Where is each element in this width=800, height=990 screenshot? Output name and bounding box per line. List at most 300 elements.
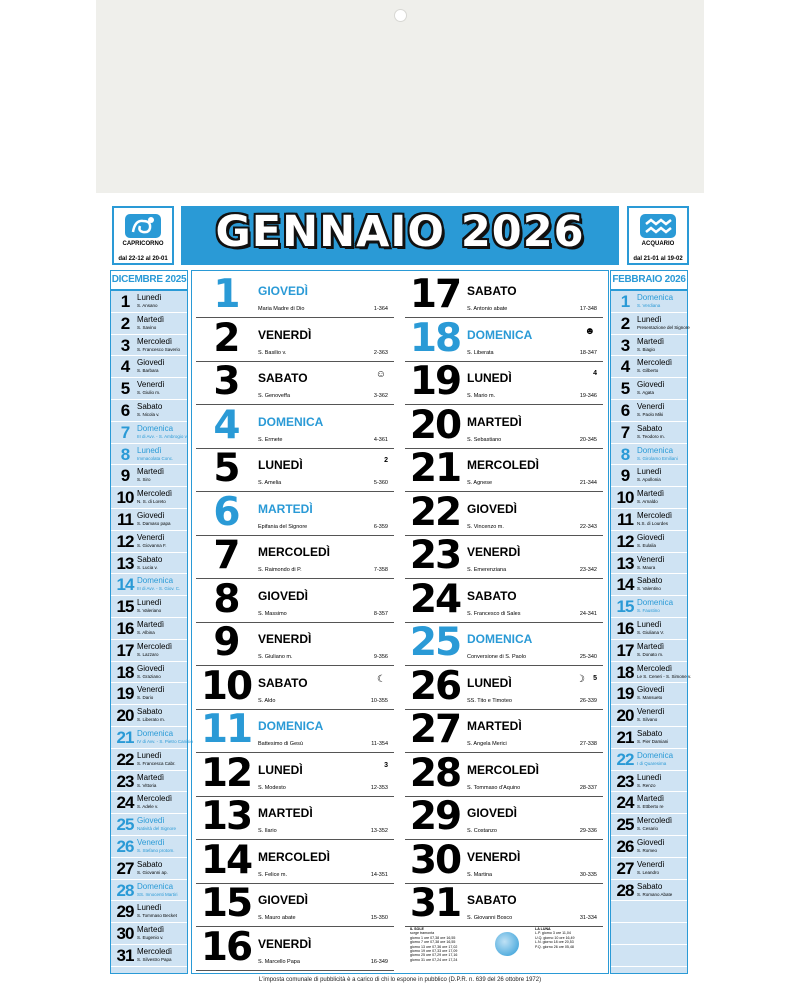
next-month-day-weekday: Sabato xyxy=(637,576,663,586)
next-month-day xyxy=(611,444,687,466)
zodiac-right-name: ACQUARIO xyxy=(641,241,675,247)
week-number: 4 xyxy=(593,370,597,377)
prev-month-day xyxy=(111,400,187,422)
day-saint: S. Giuliano m. xyxy=(258,654,293,660)
prev-month-day xyxy=(111,814,187,836)
day-saint: S. Amelia xyxy=(258,480,282,486)
prev-month-day-number: 24 xyxy=(116,793,134,813)
prev-month-day-number: 15 xyxy=(116,597,134,617)
prev-month-day-number: 17 xyxy=(116,640,134,660)
prev-month-day-saint: S. Francesca Cabr. xyxy=(137,760,176,766)
prev-month-day-weekday: Giovedì xyxy=(137,663,165,673)
week-number: 3 xyxy=(384,761,388,769)
day-row xyxy=(405,489,603,536)
prev-month-day-weekday: Domenica xyxy=(137,728,174,738)
day-weekday: GIOVEDÌ xyxy=(467,806,518,820)
prev-month-day xyxy=(111,945,187,967)
prev-month-day-number: 4 xyxy=(120,357,130,377)
day-code: 14-351 xyxy=(370,871,388,878)
next-month-day-number: 18 xyxy=(616,662,634,682)
day-row xyxy=(196,924,394,971)
sun-title: IL SOLE xyxy=(410,927,424,931)
prev-month-day-weekday: Martedì xyxy=(137,314,165,324)
day-row xyxy=(196,402,394,449)
next-month-day-number: 23 xyxy=(616,771,634,791)
day-weekday: GIOVEDÌ xyxy=(258,893,309,907)
day-number: 9 xyxy=(213,620,239,665)
day-code: 21-344 xyxy=(579,480,597,486)
day-number: 23 xyxy=(409,533,461,578)
prev-month-day xyxy=(111,749,187,771)
day-row xyxy=(196,533,394,579)
day-saint: S. Massimo xyxy=(258,610,287,617)
sun-row: giorno 31 ore 07,24 ore 17,24 xyxy=(410,957,458,962)
next-month-day-saint: S. Romeo xyxy=(637,847,658,853)
day-saint: Maria Madre di Dio xyxy=(258,306,305,312)
day-saint: S. Ermete xyxy=(258,436,283,443)
hanging-hole xyxy=(394,9,407,22)
day-code: 2-363 xyxy=(373,349,388,356)
day-weekday: MARTEDÌ xyxy=(467,414,522,429)
next-month-day xyxy=(611,553,687,575)
prev-month-day-weekday: Martedì xyxy=(137,467,165,477)
day-number: 24 xyxy=(409,576,461,622)
sun-row: giorno 7 ore 07,38 ore 16,55 xyxy=(410,940,456,945)
day-saint: S. Martina xyxy=(467,871,493,878)
prev-month-day-saint: S. Damaso papa xyxy=(137,520,171,526)
prev-month-day-saint: S. Barbara xyxy=(137,368,159,374)
prev-month-day-weekday: Sabato xyxy=(137,401,163,411)
day-row xyxy=(405,446,603,492)
day-saint: S. Basilio v. xyxy=(258,349,287,356)
day-weekday: MERCOLEDÌ xyxy=(258,545,330,559)
next-month-day-number: 12 xyxy=(616,531,634,551)
next-month-day-weekday: Martedì xyxy=(637,336,665,346)
prev-month-day-weekday: Mercoledì xyxy=(137,641,173,651)
day-number: 5 xyxy=(213,446,239,491)
prev-month-day xyxy=(111,727,193,749)
next-month-day-saint: N.S. di Lourdes xyxy=(637,520,669,526)
day-code: 31-334 xyxy=(579,915,597,921)
prev-month-day-weekday: Domenica xyxy=(137,576,174,586)
next-month-day-weekday: Lunedì xyxy=(637,467,662,477)
day-row xyxy=(405,576,603,623)
next-month-day-saint: S. Giuliana V. xyxy=(637,629,665,635)
day-code: 28-337 xyxy=(579,784,597,791)
day-number: 13 xyxy=(200,794,252,839)
day-row xyxy=(196,750,394,797)
day-row xyxy=(196,315,394,362)
moon-phase-icon: ☻ xyxy=(584,325,595,337)
next-month-day-weekday: Giovedì xyxy=(637,685,665,695)
prev-month-day-saint: S. Silvestro Papa xyxy=(137,956,172,962)
zodiac-left-name: CAPRICORNO xyxy=(122,241,164,247)
day-weekday: GIOVEDÌ xyxy=(467,501,518,516)
day-weekday: MARTEDÌ xyxy=(258,501,313,516)
day-code: 11-354 xyxy=(371,741,388,747)
next-month-day xyxy=(611,705,687,727)
next-month-day-weekday: Sabato xyxy=(637,881,663,891)
day-number: 10 xyxy=(200,663,252,709)
day-weekday: VENERDÌ xyxy=(258,327,312,342)
day-weekday: MERCOLEDÌ xyxy=(258,849,330,864)
prev-month-day-weekday: Giovedì xyxy=(137,816,165,826)
day-row xyxy=(405,794,603,840)
day-code: 26-339 xyxy=(579,697,597,704)
prev-month-day-weekday: Lunedì xyxy=(137,750,162,760)
prev-month-day-number: 25 xyxy=(116,815,134,835)
day-row xyxy=(405,402,603,449)
next-month-day-saint: S. Agata xyxy=(637,390,655,396)
next-month-day-number: 4 xyxy=(620,357,630,377)
prev-month-day-saint: SS. Innocenti Martiri xyxy=(137,891,178,897)
prev-month-day-saint: S. Stefano protom. xyxy=(137,847,175,853)
prev-month-day-number: 8 xyxy=(120,444,130,464)
day-saint: S. Francesco di Sales xyxy=(467,610,521,617)
day-row xyxy=(405,707,603,753)
next-month-day xyxy=(611,291,687,313)
next-month-day-weekday: Venerdì xyxy=(637,554,665,564)
sun-table xyxy=(410,927,457,962)
next-month-day-weekday: Martedì xyxy=(637,489,665,499)
moon-title: LA LUNA xyxy=(535,927,551,931)
next-month-day-number: 5 xyxy=(620,379,630,399)
day-saint: S. Mario m. xyxy=(467,393,496,399)
prev-month-day-weekday: Venerdì xyxy=(137,380,165,390)
prev-month-day-number: 12 xyxy=(116,531,134,551)
day-row xyxy=(196,620,394,666)
next-month-day-empty xyxy=(611,901,687,923)
prev-month-day xyxy=(111,465,187,487)
day-number: 20 xyxy=(409,402,461,448)
day-row xyxy=(405,881,603,927)
prev-month-day-weekday: Giovedì xyxy=(137,510,165,520)
prev-month-day-weekday: Domenica xyxy=(137,881,174,891)
next-month-day xyxy=(611,378,687,400)
next-month-day-weekday: Lunedì xyxy=(637,314,662,324)
next-month-day-weekday: Mercoledì xyxy=(637,510,673,520)
prev-month-day-weekday: Martedì xyxy=(137,925,165,935)
prev-month-day xyxy=(111,422,187,444)
day-saint: S. Marcello Papa xyxy=(258,958,300,965)
day-number: 26 xyxy=(409,663,461,709)
prev-month-day-weekday: Martedì xyxy=(137,619,165,629)
day-row xyxy=(405,620,603,666)
next-month-day-weekday: Domenica xyxy=(637,293,674,302)
day-row xyxy=(196,881,394,927)
day-code: 6-359 xyxy=(373,523,388,530)
day-number: 28 xyxy=(409,750,461,796)
next-month-day-weekday: Sabato xyxy=(637,728,663,738)
prev-month-day-weekday: Lunedì xyxy=(137,445,162,455)
next-month-day xyxy=(611,683,687,705)
prev-month-day-number: 16 xyxy=(116,618,134,638)
day-row xyxy=(405,837,603,884)
previous-month-panel xyxy=(110,270,193,974)
prev-month-day xyxy=(111,705,187,727)
next-month-day-saint: S. Girolamo Emiliani xyxy=(637,455,678,461)
day-number: 1 xyxy=(213,272,239,317)
prev-month-day xyxy=(111,901,187,923)
day-code: 18-347 xyxy=(579,349,597,356)
prev-month-day-number: 3 xyxy=(120,335,130,355)
day-number: 12 xyxy=(200,750,252,796)
day-weekday: VENERDÌ xyxy=(258,936,312,951)
zodiac-right-range: dal 21-01 al 19-02 xyxy=(633,256,683,262)
day-saint: S. Agnese xyxy=(467,480,493,486)
day-saint: S. Vincenzo m. xyxy=(467,523,504,530)
day-number: 21 xyxy=(409,446,461,491)
prev-month-day xyxy=(111,923,187,945)
day-row xyxy=(196,707,394,753)
day-number: 4 xyxy=(213,402,239,448)
prev-month-day-number: 13 xyxy=(116,553,134,573)
day-saint: S. Costanzo xyxy=(467,828,497,834)
day-saint: S. Emerenziana xyxy=(467,567,507,573)
day-number: 11 xyxy=(200,707,252,752)
next-month-day-saint: Le S. Ceneri - S. Simone v. xyxy=(637,673,692,679)
next-month-day-number: 9 xyxy=(620,466,630,486)
prev-month-day-saint: N. S. di Loreto xyxy=(137,499,166,505)
day-number: 15 xyxy=(200,881,252,926)
next-month-day xyxy=(611,487,687,509)
month-title: GENNAIO 2026 xyxy=(215,207,585,257)
prev-month-day-weekday: Lunedì xyxy=(137,903,162,913)
prev-month-day-saint: S. Ansano xyxy=(137,303,158,308)
day-saint: Conversione di S. Paolo xyxy=(467,654,527,660)
next-month-day xyxy=(611,640,687,662)
next-month-day-weekday: Lunedì xyxy=(637,772,662,782)
prev-month-day-number: 5 xyxy=(120,379,130,399)
next-month-day-number: 20 xyxy=(616,706,634,726)
prev-month-day-saint: III di Avv. - S. Ambrogio v. xyxy=(137,433,188,439)
prev-month-day xyxy=(111,356,187,378)
day-number: 2 xyxy=(213,315,239,361)
prev-month-day-saint: S. Lucia v. xyxy=(137,564,158,570)
prev-month-day-saint: S. Nicola v. xyxy=(137,411,160,417)
next-month-day-weekday: Mercoledì xyxy=(637,663,673,673)
next-month-day xyxy=(611,792,687,814)
prev-month-day-number: 21 xyxy=(116,727,134,747)
day-code: 3-362 xyxy=(373,393,388,399)
prev-month-day-weekday: Mercoledì xyxy=(137,946,173,956)
prev-month-day-saint: S. Valeriano xyxy=(137,608,162,614)
next-month-day xyxy=(611,596,687,618)
next-month-day-saint: S. Maura xyxy=(637,564,656,570)
day-weekday: MERCOLEDÌ xyxy=(467,762,539,777)
prev-month-day xyxy=(111,531,187,553)
next-month-day-saint: S. Ettberto re xyxy=(637,804,664,810)
prev-month-day xyxy=(111,618,187,640)
prev-month-day xyxy=(111,792,187,814)
day-row xyxy=(196,359,394,405)
prev-month-day-weekday: Martedì xyxy=(137,772,165,782)
day-weekday: DOMENICA xyxy=(467,327,533,342)
moon-phase-icon: ☺ xyxy=(375,369,386,380)
day-weekday: MARTEDÌ xyxy=(467,719,522,733)
day-row xyxy=(405,359,603,405)
next-month-day-saint: S. Paolo Miki xyxy=(637,411,664,417)
prev-month-day-saint: III di Avv. - S. Giov. C. xyxy=(137,586,181,592)
next-month-day-saint: S. Arnaldo xyxy=(637,499,658,505)
next-month-day-weekday: Domenica xyxy=(637,750,674,760)
day-saint: S. Felice m. xyxy=(258,871,288,878)
day-code: 20-345 xyxy=(579,436,597,443)
prev-month-day-number: 30 xyxy=(116,924,134,944)
prev-month-day-saint: S. Giovanni ap. xyxy=(137,869,168,875)
next-month-day xyxy=(611,509,687,531)
prev-month-day xyxy=(111,444,187,466)
next-month-day-weekday: Domenica xyxy=(637,445,674,455)
day-code: 4-361 xyxy=(373,436,388,443)
next-month-day-saint: S. Leandro xyxy=(637,869,660,875)
prev-month-day-number: 10 xyxy=(116,488,134,508)
day-saint: S. Antonio abate xyxy=(467,306,508,312)
prev-month-day-weekday: Mercoledì xyxy=(137,794,173,804)
day-code: 17-348 xyxy=(579,306,597,312)
day-row xyxy=(405,272,603,318)
day-weekday: LUNEDÌ xyxy=(467,371,512,385)
prev-month-day xyxy=(111,858,187,880)
next-month-day-number: 25 xyxy=(616,815,634,835)
next-month-day xyxy=(611,836,687,858)
next-month-day-weekday: Mercoledì xyxy=(637,816,673,826)
prev-month-day-saint: S. Adele v. xyxy=(137,804,159,810)
prev-month-day xyxy=(111,378,187,400)
day-saint: S. Liberata xyxy=(467,349,494,356)
next-month-day-weekday: Giovedì xyxy=(637,380,665,390)
moon-row: P.Q. giorno 26 ore 05,48 xyxy=(535,944,574,949)
next-month-day-number: 22 xyxy=(616,749,634,769)
day-code: 1-364 xyxy=(373,306,388,312)
prev-month-day-weekday: Sabato xyxy=(137,707,163,717)
next-month-day-weekday: Venerdì xyxy=(637,401,665,411)
day-code: 27-338 xyxy=(579,741,597,747)
day-number: 14 xyxy=(200,837,252,883)
next-month-day xyxy=(611,335,687,357)
prev-month-day-weekday: Lunedì xyxy=(137,293,162,302)
day-row xyxy=(196,446,394,492)
day-saint: S. Genoveffa xyxy=(258,393,291,399)
next-month-day xyxy=(611,465,687,487)
day-row xyxy=(405,663,603,710)
prev-month-day-saint: Immacolata Conc. xyxy=(137,455,174,461)
day-weekday: DOMENICA xyxy=(258,719,324,733)
day-saint: S. Tommaso d'Aquino xyxy=(467,784,521,791)
prev-month-day-number: 2 xyxy=(120,313,130,333)
day-weekday: MARTEDÌ xyxy=(258,806,313,820)
day-row xyxy=(196,794,394,840)
prev-month-day-number: 31 xyxy=(116,945,134,965)
prev-month-day-saint: S. Eugenio v. xyxy=(137,935,164,941)
day-row xyxy=(196,576,394,623)
day-weekday: SABATO xyxy=(467,588,517,603)
next-month-day-number: 15 xyxy=(616,597,634,617)
prev-month-day xyxy=(111,487,187,509)
next-month-day xyxy=(611,313,690,335)
moon-table xyxy=(535,927,575,949)
day-weekday: VENERDÌ xyxy=(467,545,521,559)
prev-month-day xyxy=(111,771,187,793)
prev-month-day-number: 19 xyxy=(116,684,134,704)
next-month-day-number: 7 xyxy=(620,422,630,442)
next-month-day-number: 11 xyxy=(617,509,633,529)
moon-row: L.P. giorno 3 ore 11,04 xyxy=(535,931,571,936)
prev-month-day-weekday: Giovedì xyxy=(137,358,165,368)
day-row xyxy=(196,837,394,884)
prev-month-day-number: 7 xyxy=(120,422,130,442)
day-number: 19 xyxy=(409,359,461,404)
day-code: 12-353 xyxy=(370,784,388,791)
day-row xyxy=(405,315,603,362)
prev-month-day-weekday: Lunedì xyxy=(137,598,162,608)
sun-row: giorno 1 ore 07,38 ore 16,55 xyxy=(410,935,456,940)
next-month-day-number: 8 xyxy=(620,444,630,464)
next-month-day xyxy=(611,727,687,749)
day-weekday: SABATO xyxy=(467,893,517,907)
prev-month-day xyxy=(111,662,187,684)
day-code: 9-356 xyxy=(373,654,388,660)
prev-month-day-number: 14 xyxy=(116,575,134,595)
prev-month-day-saint: S. Francesco Saverio xyxy=(137,346,181,352)
next-month-day-weekday: Martedì xyxy=(637,794,665,804)
sun-header: sorge tramonta xyxy=(410,931,435,936)
day-weekday: GIOVEDÌ xyxy=(258,284,309,298)
next-month-day-weekday: Martedì xyxy=(637,641,665,651)
next-month-day xyxy=(611,662,692,684)
next-month-day-empty xyxy=(611,945,687,967)
prev-month-day xyxy=(111,335,187,357)
next-month-day-number: 13 xyxy=(616,553,634,573)
day-number: 6 xyxy=(213,489,239,535)
next-month-day-number: 1 xyxy=(620,292,630,311)
next-month-day xyxy=(611,814,687,836)
next-month-day-weekday: Mercoledì xyxy=(637,358,673,368)
aquarius-icon xyxy=(638,212,678,240)
next-month-day-saint: S. Verdiana xyxy=(637,303,661,308)
prev-month-day-number: 23 xyxy=(116,771,134,791)
next-month-day-number: 16 xyxy=(616,618,634,638)
prev-month-day-saint: S. Giulio m. xyxy=(137,390,161,396)
day-row xyxy=(196,272,394,318)
next-month-day-saint: S. Eulalia xyxy=(637,542,657,548)
prev-month-day xyxy=(111,596,187,618)
prev-month-day-weekday: Mercoledì xyxy=(137,489,173,499)
next-month-day-number: 26 xyxy=(616,836,634,856)
day-code: 25-340 xyxy=(579,654,597,660)
prev-month-day xyxy=(111,574,187,596)
prev-month-day-saint: S. Albina xyxy=(137,629,155,635)
prev-month-day-saint: S. Graziano xyxy=(137,673,161,679)
next-month-day-empty xyxy=(611,923,687,945)
day-saint: Epifania del Signore xyxy=(258,523,308,530)
prev-month-day xyxy=(111,836,187,858)
prev-month-day-saint: S. Liberato m. xyxy=(137,717,166,723)
next-month-day-number: 24 xyxy=(616,793,634,813)
next-month-day xyxy=(611,422,687,444)
prev-month-day xyxy=(111,313,187,335)
capricorn-icon xyxy=(123,212,163,240)
day-row xyxy=(196,663,394,710)
day-weekday: LUNEDÌ xyxy=(467,675,512,690)
prev-month-day-number: 9 xyxy=(120,466,130,486)
day-code: 29-336 xyxy=(579,828,597,834)
next-month-day-weekday: Venerdì xyxy=(637,859,665,869)
day-number: 7 xyxy=(213,533,239,578)
next-month-day xyxy=(611,749,687,771)
zodiac-left-range: dal 22-12 al 20-01 xyxy=(118,256,168,262)
day-weekday: DOMENICA xyxy=(258,414,324,429)
